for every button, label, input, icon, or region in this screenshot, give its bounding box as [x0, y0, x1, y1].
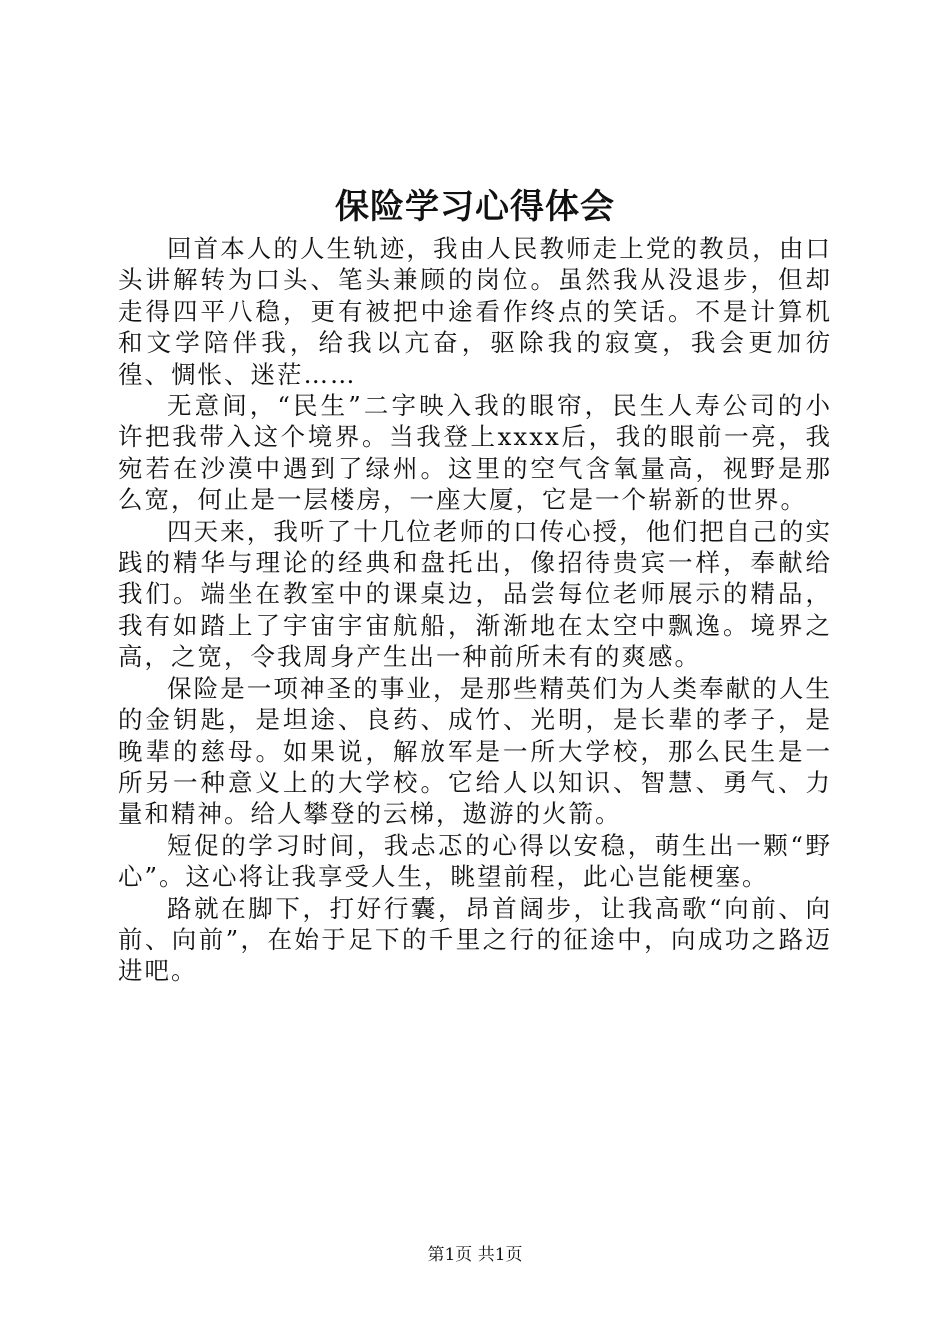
- document-title: 保险学习心得体会: [335, 187, 615, 227]
- paragraph-1: 回首本人的人生轨迹，我由人民教师走上党的教员，由口头讲解转为口头、笔头兼顾的岗位。虽然我从没退步，但却走得四平八稳，更有被把中途看作终点的笑话。不是计算机和文学陪伴我，给我以亢奋，驱除我的寂寞，我会更加彷徨、惆怅、迷茫……: [118, 234, 832, 389]
- document-body: [118, 233, 832, 987]
- paragraph-2: 无意间，“民生”二字映入我的眼帘，民生人寿公司的小许把我带入这个境界。当我登上xxxx后，我的眼前一亮，我宛若在沙漠中遇到了绿州。这里的空气含氧量高，视野是那么宽，何止是一层楼房，一座大厦，它是一个崭新的世界。: [118, 391, 832, 515]
- paragraph-6: 路就在脚下，打好行囊，昂首阔步，让我高歌“向前、向前、向前”，在始于足下的千里之行的征途中，向成功之路迈进吧。: [118, 893, 832, 986]
- paragraph-3: 四天来，我听了十几位老师的口传心授，他们把自己的实践的精华与理论的经典和盘托出，像招待贵宾一样，奉献给我们。端坐在教室中的课桌边，品尝每位老师展示的精品，我有如踏上了宇宙宇宙航船，渐渐地在太空中飘逸。境界之高，之宽，令我周身产生出一种前所未有的爽感。: [118, 516, 832, 672]
- page-footer: 第1页 共1页: [427, 1245, 523, 1265]
- paragraph-5: 短促的学习时间，我忐忑的心得以安稳，萌生出一颗“野心”。这心将让我享受人生，眺望前程，此心岂能梗塞。: [118, 830, 832, 892]
- paragraph-4: 保险是一项神圣的事业，是那些精英们为人类奉献的人生的金钥匙，是坦途、良药、成竹、光明，是长辈的孝子，是晚辈的慈母。如果说，解放军是一所大学校，那么民生是一所另一种意义上的大学校。它给人以知识、智慧、勇气、力量和精神。给人攀登的云梯，遨游的火箭。: [118, 673, 832, 829]
